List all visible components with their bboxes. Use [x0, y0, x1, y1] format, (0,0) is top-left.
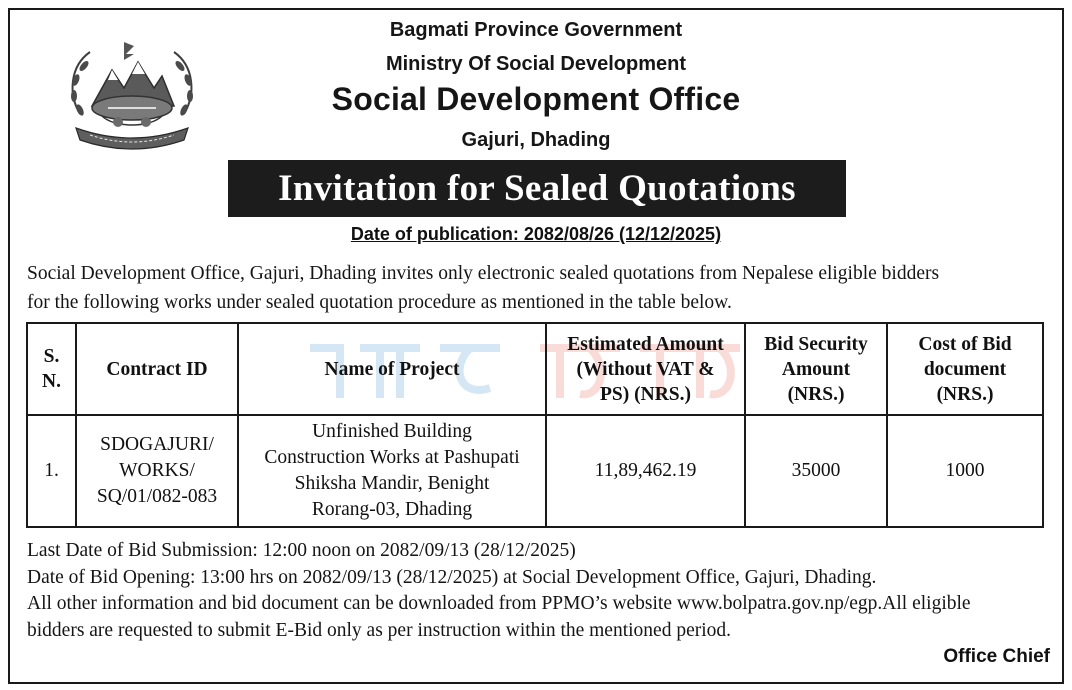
cell-contract-id [76, 415, 238, 527]
works-table [26, 322, 1044, 528]
cell-text: SQ/01/082-083 [96, 486, 218, 507]
cell-project-name [238, 415, 546, 527]
intro-paragraph [27, 259, 1057, 317]
header-text: S. [43, 346, 60, 367]
cell-text: WORKS/ [119, 460, 195, 481]
cell-text: SDOGAJURI/ [100, 434, 214, 455]
footer-notes [27, 538, 1057, 644]
cell-text: Shiksha Mandir, Benight [294, 473, 490, 494]
header-text: (NRS.) [787, 383, 845, 405]
header-text: Amount [781, 358, 851, 380]
col-header-estimated-amount [546, 323, 745, 415]
header-text: document [923, 358, 1007, 380]
header-text: (NRS.) [936, 383, 994, 405]
cell-text: Unfinished Building [312, 421, 472, 442]
info-line: bidders are requested to submit E-Bid only as per instruction within the mentioned period. [27, 619, 732, 641]
notice-title: Invitation for Sealed Quotations [228, 160, 846, 217]
bid-opening-date: Date of Bid Opening: 13:00 hrs on 2082/09/13 (28/12/2025) at Social Development Office, Gajuri, Dhading. [27, 566, 877, 588]
header-text: Cost of Bid [918, 333, 1012, 355]
intro-line: for the following works under sealed quotation procedure as mentioned in the table below. [27, 292, 732, 313]
header-text: PS) (NRS.) [600, 383, 691, 405]
header-text: Bid Security [764, 333, 868, 355]
government-name: Bagmati Province Government [389, 19, 683, 41]
office-location: Gajuri, Dhading [461, 129, 611, 151]
cell-text: Rorang-03, Dhading [311, 499, 473, 520]
col-header-contract-id: Contract ID [76, 323, 238, 415]
publication-date: Date of publication: 2082/08/26 (12/12/2025) [350, 224, 722, 244]
cell-bid-document-cost: 1000 [887, 415, 1043, 527]
table-header-row [27, 323, 1043, 415]
header-text: N. [42, 371, 61, 392]
cell-estimated-amount: 11,89,462.19 [546, 415, 745, 527]
col-header-bid-document-cost [887, 323, 1043, 415]
table-row [27, 415, 1043, 527]
info-line: All other information and bid document can be downloaded from PPMO’s website www.bolpatra.gov.np/egp.All eligible [27, 593, 971, 614]
intro-line: Social Development Office, Gajuri, Dhading invites only electronic sealed quotations from Nepalese eligible bidders [27, 263, 940, 284]
office-name: Social Development Office [331, 81, 741, 117]
cell-bid-security: 35000 [745, 415, 887, 527]
header-text: (Without VAT & [576, 358, 715, 380]
col-header-project-name: Name of Project [238, 323, 546, 415]
cell-sn: 1. [27, 415, 76, 527]
cell-text: Construction Works at Pashupati [264, 447, 520, 468]
last-submission-date: Last Date of Bid Submission: 12:00 noon on 2082/09/13 (28/12/2025) [27, 540, 576, 561]
signature-office-chief: Office Chief [943, 646, 1050, 667]
header-text: Estimated Amount [567, 333, 724, 355]
col-header-bid-security [745, 323, 887, 415]
col-header-sn [27, 323, 76, 415]
ministry-name: Ministry Of Social Development [385, 53, 687, 75]
